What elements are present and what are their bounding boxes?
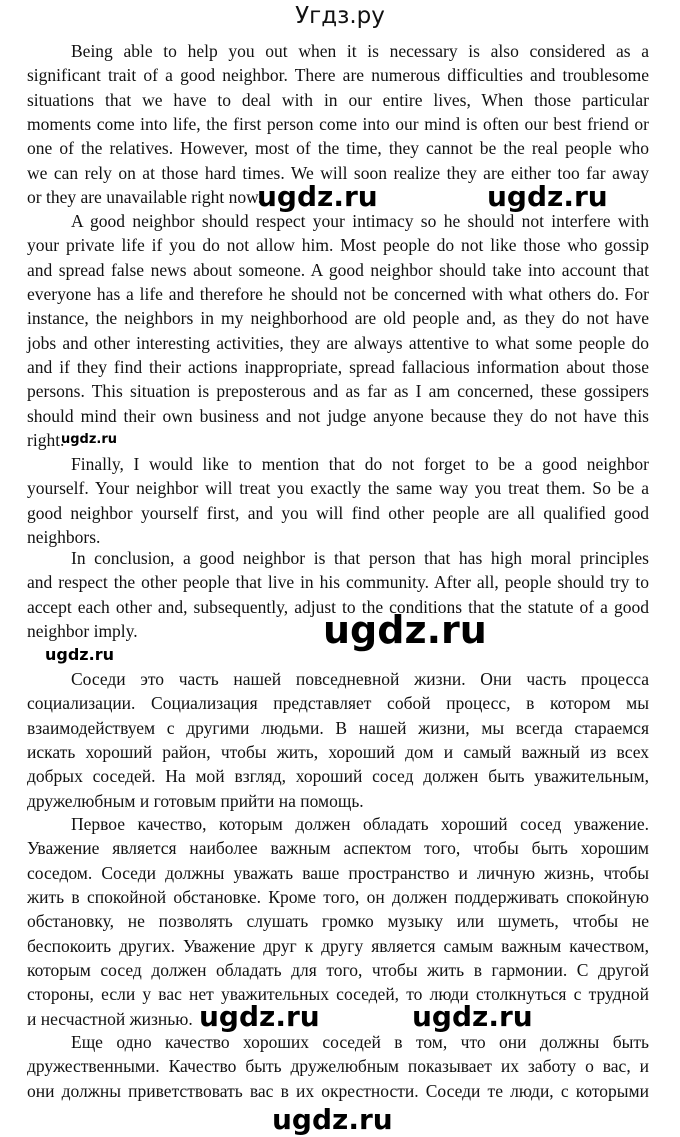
text-line: социализации. Социализация представляет собой процесс, в котором мы <box>27 693 649 714</box>
text-line: or they are unavailable right now. <box>27 187 263 208</box>
text-line: significant trait of a good neighbor. There are numerous difficulties and troublesome <box>27 65 649 86</box>
text-line: Соседи это часть нашей повседневной жизни. Они часть процесса <box>71 669 649 689</box>
paragraph-6 <box>27 812 649 1031</box>
text-line: and spread false news about someone. A good neighbor should take into account that <box>27 259 649 280</box>
text-line: and respect the other people that live in his community. After all, people should try to <box>27 572 649 593</box>
watermark: ugdz.ru <box>487 180 608 213</box>
text-line: дружественными. Качество быть дружелюбным показывает их заботу о вас, и <box>27 1056 649 1077</box>
text-line: добрых соседей. На мой взгляд, хороший сосед должен быть уважительным, <box>27 766 649 787</box>
text-line: A good neighbor should respect your intimacy so he should not interfere with <box>71 211 649 231</box>
text-line: Первое качество, которым должен обладать хороший сосед уважение. <box>71 814 649 834</box>
text-line: которым сосед должен обладать для того, чтобы жить в гармонии. С другой <box>27 960 649 981</box>
paragraph-2 <box>27 209 649 452</box>
watermark: ugdz.ru <box>323 608 487 652</box>
text-line: искать хороший район, чтобы жить, хороший дом и самый важный из всех <box>27 742 649 763</box>
text-line: jobs and other interesting activities, they are always attentive to what some people do <box>27 332 649 353</box>
watermark: ugdz.ru <box>412 1000 533 1033</box>
watermark: ugdz.ru <box>199 1000 320 1033</box>
text-line: соседом. Соседи должны уважать ваше пространство и личную жизнь, чтобы <box>27 862 649 883</box>
text-line: moments come into life, the first person come into our mind is often our best friend or <box>27 114 649 135</box>
watermark: ugdz.ru <box>272 1103 393 1136</box>
text-line: situations that we have to deal with in our entire lives, When those particular <box>27 89 649 110</box>
text-line: neighbor imply. <box>27 621 138 642</box>
text-line: беспокоить других. Уважение друг к другу является самым важным качеством, <box>27 935 649 956</box>
text-line: обстановку, не позволять слушать громко музыку или шуметь, чтобы не <box>27 911 649 932</box>
text-line: Уважение является наиболее важным аспектом того, чтобы быть хорошим <box>27 838 649 859</box>
text-line: In conclusion, a good neighbor is that person that has high moral principles <box>71 548 649 568</box>
text-line: and if they find their actions inappropriate, spread fallacious information about those <box>27 357 649 378</box>
text-line: good neighbor yourself first, and you will find other people are all qualified good <box>27 502 649 523</box>
text-line: one of the relatives. However, most of the time, they cannot be the real people who <box>27 138 649 159</box>
paragraph-7 <box>27 1030 649 1103</box>
text-line: они должны приветствовать вас в их окрестности. Соседи те люди, с которыми <box>27 1080 649 1101</box>
text-line: everyone has a life and therefore he should not be concerned with what others do. For <box>27 284 649 305</box>
text-line: взаимодействуем с другими людьми. В нашей жизни, мы всегда стараемся <box>27 717 649 738</box>
text-line: стороны, если у вас нет уважительных соседей, то люди столкнуться с трудной <box>27 984 649 1005</box>
text-line: жить в спокойной обстановке. Кроме того, он должен поддерживать спокойную <box>27 887 649 908</box>
text-line: Finally, I would like to mention that do not forget to be a good neighbor <box>71 454 649 474</box>
paragraph-5 <box>27 667 649 813</box>
text-line: yourself. Your neighbor will treat you exactly the same way you treat them. So be a <box>27 478 649 499</box>
text-line: дружелюбным и готовым прийти на помощь. <box>27 790 364 811</box>
watermark: ugdz.ru <box>45 645 114 664</box>
text-line: instance, the neighbors in my neighborhood are old people and, as they do not have <box>27 308 649 329</box>
text-line: Being able to help you out when it is necessary is also considered as a <box>71 41 649 61</box>
watermark: ugdz.ru <box>257 180 378 213</box>
text-line: Еще одно качество хороших соседей в том, что они должны быть <box>71 1032 649 1052</box>
text-line: should mind their own business and not judge anyone because they do not have this <box>27 405 649 426</box>
text-line: your private life if you do not allow him. Most people do not like those who gossip <box>27 235 649 256</box>
paragraph-3 <box>27 452 649 549</box>
text-line: и несчастной жизнью. <box>27 1008 193 1029</box>
site-title: Угдз.ру <box>295 3 385 29</box>
watermark: ugdz.ru <box>61 432 118 447</box>
text-line: right. <box>27 430 65 451</box>
text-line: accept each other and, subsequently, adjust to the conditions that the statute of a good <box>27 596 649 617</box>
text-line: persons. This situation is preposterous and as far as I am concerned, these gossipers <box>27 381 649 402</box>
text-line: neighbors. <box>27 527 101 548</box>
text-line: we can rely on at those hard times. We will soon realize they are either too far away <box>27 162 649 183</box>
